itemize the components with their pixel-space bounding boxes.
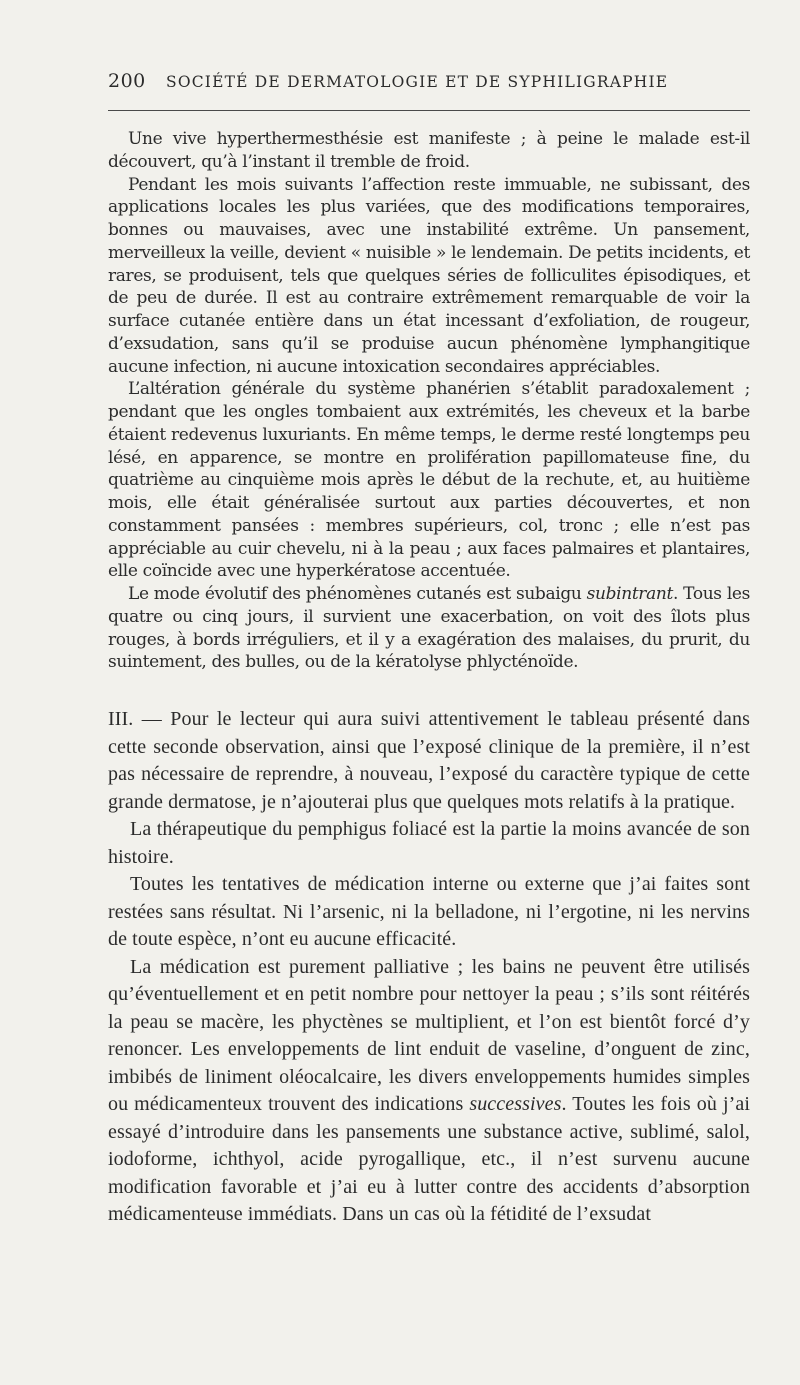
paragraph-following-months: Pendant les mois suivants l’affection reste immuable, ne subissant, des applications locales les plus variées, que des modifications temporaires, bonnes ou mauvaises, avec une instabilité extrême. Un pansement, merveilleux la veille, devient « nuisible » le lendemain. De petits incidents, et rares, se produisent, tels que quelques séries de folliculites épisodiques, et de peu de durée. Il est au contraire extrêmement remarquable de voir la surface cutanée entière dans un état incessant d’exfoliation, de rougeur, d’exsudation, sans qu’il se produise aucun phénomène lymphangitique aucune infection, ni aucune intoxication secondaires appréciables. [108,174,750,377]
evolutive-text-after: . Tous les quatre ou cinq jours, il survient une exacerbation, on voit des îlots plus rouges, à bords irréguliers, et il y a exagération des malaises, du prurit, du suintement, des bulles, ou de la kératolyse phlycténoïde. [108,584,750,673]
header-rule [108,110,750,111]
paragraph-therapeutics: La thérapeutique du pemphigus foliacé est la partie la moins avancée de son histoire. [108,818,750,868]
observation-text [108,128,750,674]
paragraph-hyperthermesthesia: Une vive hyperthermesthésie est manifeste ; à peine le malade est-il découvert, qu’à l’instant il tremble de froid. [108,129,750,172]
evolutive-italic-term: subintrant [586,584,673,604]
paragraph-phanerian-alteration: L’altération générale du système phanérien s’établit paradoxalement ; pendant que les ongles tombaient aux extrémités, les cheveux et la barbe étaient redevenus luxuriants. En même temps, le derme resté longtemps peu lésé, en apparence, se montre en prolifération papillomateuse fine, du quatrième au cinquième mois après le début de la rechute, et, au huitième mois, elle était généralisée surtout aux parties découvertes, et non constamment pansées : membres supérieurs, col, tronc ; elle n’est pas appréciable au cuir chevelu, ni à la peau ; aux faces palmaires et plantaires, elle coïncide avec une hyperkératose accentuée. [108,379,750,582]
paragraph-evolutive-mode [108,583,750,674]
running-title: SOCIÉTÉ DE DERMATOLOGIE ET DE SYPHILIGRAPHIE [166,73,669,91]
paragraph-attempts: Toutes les tentatives de médication interne ou externe que j’ai faites sont restées sans résultat. Ni l’arsenic, ni la belladone, ni l’ergotine, ni les nervins de toute espèce, n’ont eu aucune efficacité. [108,873,750,950]
commentary-text [108,706,750,1229]
paragraph-palliative [108,954,750,1229]
evolutive-text-before: Le mode évolutif des phénomènes cutanés est subaigu [128,584,587,604]
running-header [108,70,750,104]
palliative-text-before: La médication est purement palliative ; les bains ne peuvent être utilisés qu’éventuellement et en petit nombre pour nettoyer la peau ; s’ils sont réitérés la peau se macère, les phyctènes se multiplient, et l’on est bientôt forcé d’y renoncer. Les enveloppements de lint enduit de vaseline, d’onguent de zinc, imbibés de liniment oléocalcaire, les divers enveloppements humides simples ou médicamenteux trouvent des indications [108,955,750,1115]
palliative-italic-term: successives [469,1093,562,1115]
page-number: 200 [108,70,146,92]
palliative-text-after: . Toutes les fois où j’ai essayé d’introduire dans les pansements une substance active, sublimé, salol, iodoforme, ichthyol, acide pyrogallique, etc., il n’est survenu aucune modification favorable et j’ai eu à lutter contre des accidents d’absorption médicamenteuse immédiats. Dans un cas où la fétidité de l’exsudat [108,1093,750,1225]
paragraph-section-three: III. — Pour le lecteur qui aura suivi attentivement le tableau présenté dans cette seconde observation, ainsi que l’exposé clinique de la première, il n’est pas nécessaire de reprendre, à nouveau, l’exposé du caractère typique de cette grande dermatose, je n’ajouterai plus que quelques mots relatifs à la pratique. [108,708,750,813]
